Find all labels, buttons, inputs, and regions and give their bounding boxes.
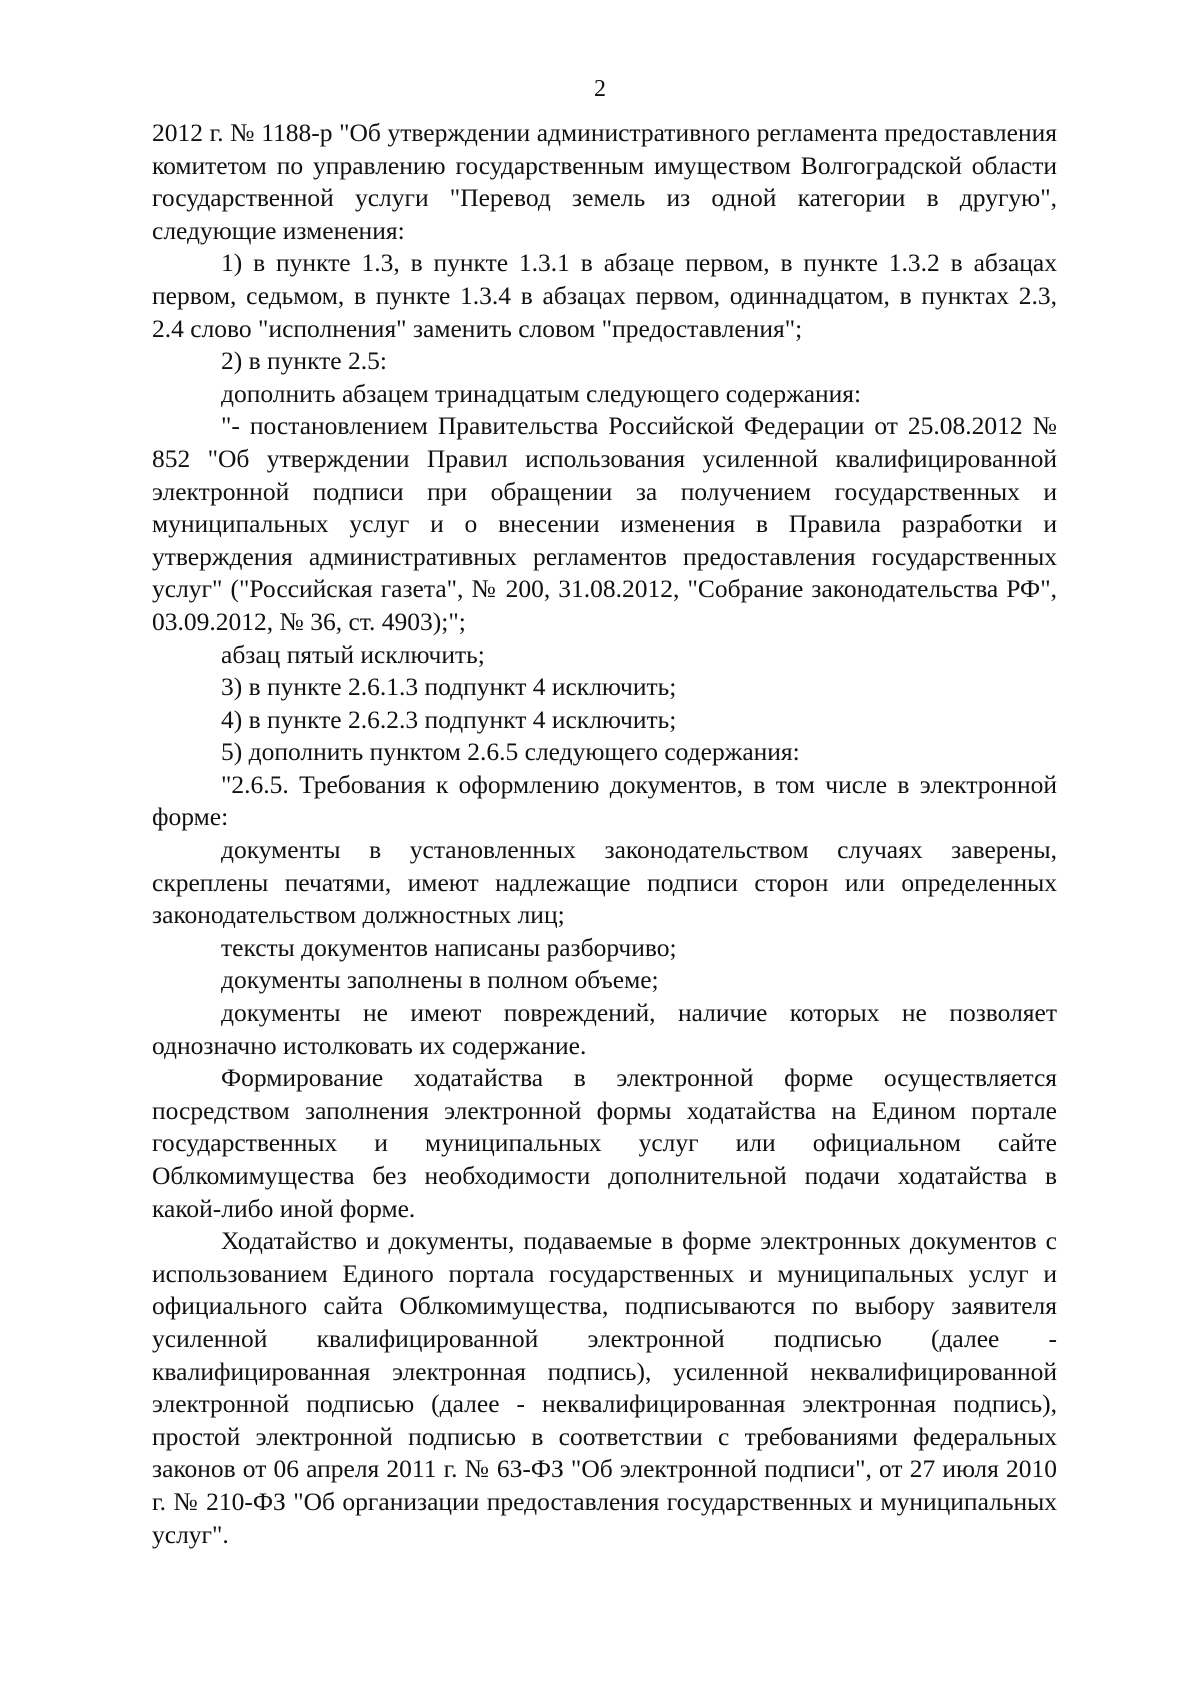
paragraph-15: Формирование ходатайства в электронной форме осуществляется посредством заполнения электронной формы ходатайства на Едином портале государственных и муниципальных услуг или официальном сайте Облкомимущества без необходимости дополнительной подачи ходатайства в какой-либо иной форме. — [152, 1063, 1057, 1223]
paragraph-9: 5) дополнить пунктом 2.6.5 следующего содержания: — [221, 737, 800, 767]
paragraph-10: "2.6.5. Требования к оформлению документов, в том числе в электронной форме: — [152, 769, 1057, 832]
paragraph-7: 3) в пункте 2.6.1.3 подпункт 4 исключить; — [221, 672, 677, 702]
paragraph-12: тексты документов написаны разборчиво; — [221, 932, 677, 962]
paragraph-14: документы не имеют повреждений, наличие которых не позволяет однозначно истолковать их содержание. — [152, 998, 1057, 1060]
paragraph-4: дополнить абзацем тринадцатым следующего содержания: — [221, 378, 862, 408]
paragraph-11: документы в установленных законодательством случаях заверены, скреплены печатями, имеют надлежащие подписи сторон или определенных законодательством должностных лиц; — [152, 835, 1057, 930]
paragraph-1: 2012 г. № 1188-р "Об утверждении административного регламента предоставления комитетом по управлению государственным имуществом Волгоградской области государственной услуги "Перевод земель из одной категории в другую", следующие изменения: — [152, 118, 1057, 245]
paragraph-3: 2) в пункте 2.5: — [221, 346, 387, 376]
paragraph-13: документы заполнены в полном объеме; — [221, 965, 659, 995]
paragraph-5: "- постановлением Правительства Российской Федерации от 25.08.2012 № 852 "Об утверждении Правил использования усиленной квалифицированной электронной подписи при обращении за получением государственных и муниципальных услуг и о внесении изменения в Правила разработки и утверждения административных регламентов предоставления государственных услуг" ("Российская газета", № 200, 31.08.2012, "Собрание законодательства РФ", 03.09.2012, № 36, ст. 4903);"; — [152, 411, 1057, 636]
paragraph-8: 4) в пункте 2.6.2.3 подпункт 4 исключить; — [221, 704, 677, 734]
paragraph-2: 1) в пункте 1.3, в пункте 1.3.1 в абзаце первом, в пункте 1.3.2 в абзацах первом, седьмом, в пункте 1.3.4 в абзацах первом, одиннадцатом, в пунктах 2.3, 2.4 слово "исполнения" заменить словом "предоставления"; — [152, 248, 1057, 343]
document-body — [152, 117, 1057, 1551]
paragraph-16: Ходатайство и документы, подаваемые в форме электронных документов с использованием Единого портала государственных и муниципальных услуг и официального сайта Облкомимущества, подписываются по выбору заявителя усиленной квалифицированной электронной подписью (далее - квалифицированная электронная подпись), усиленной неквалифицированной электронной подписью (далее - неквалифицированная электронная подпись), простой электронной подписью в соответствии с требованиями федеральных законов от 06 апреля 2011 г. № 63-ФЗ "Об электронной подписи", от 27 июля 2010 г. № 210-ФЗ "Об организации предоставления государственных и муниципальных услуг". — [152, 1226, 1057, 1549]
page-number: 2 — [594, 76, 606, 102]
paragraph-6: абзац пятый исключить; — [221, 639, 485, 669]
